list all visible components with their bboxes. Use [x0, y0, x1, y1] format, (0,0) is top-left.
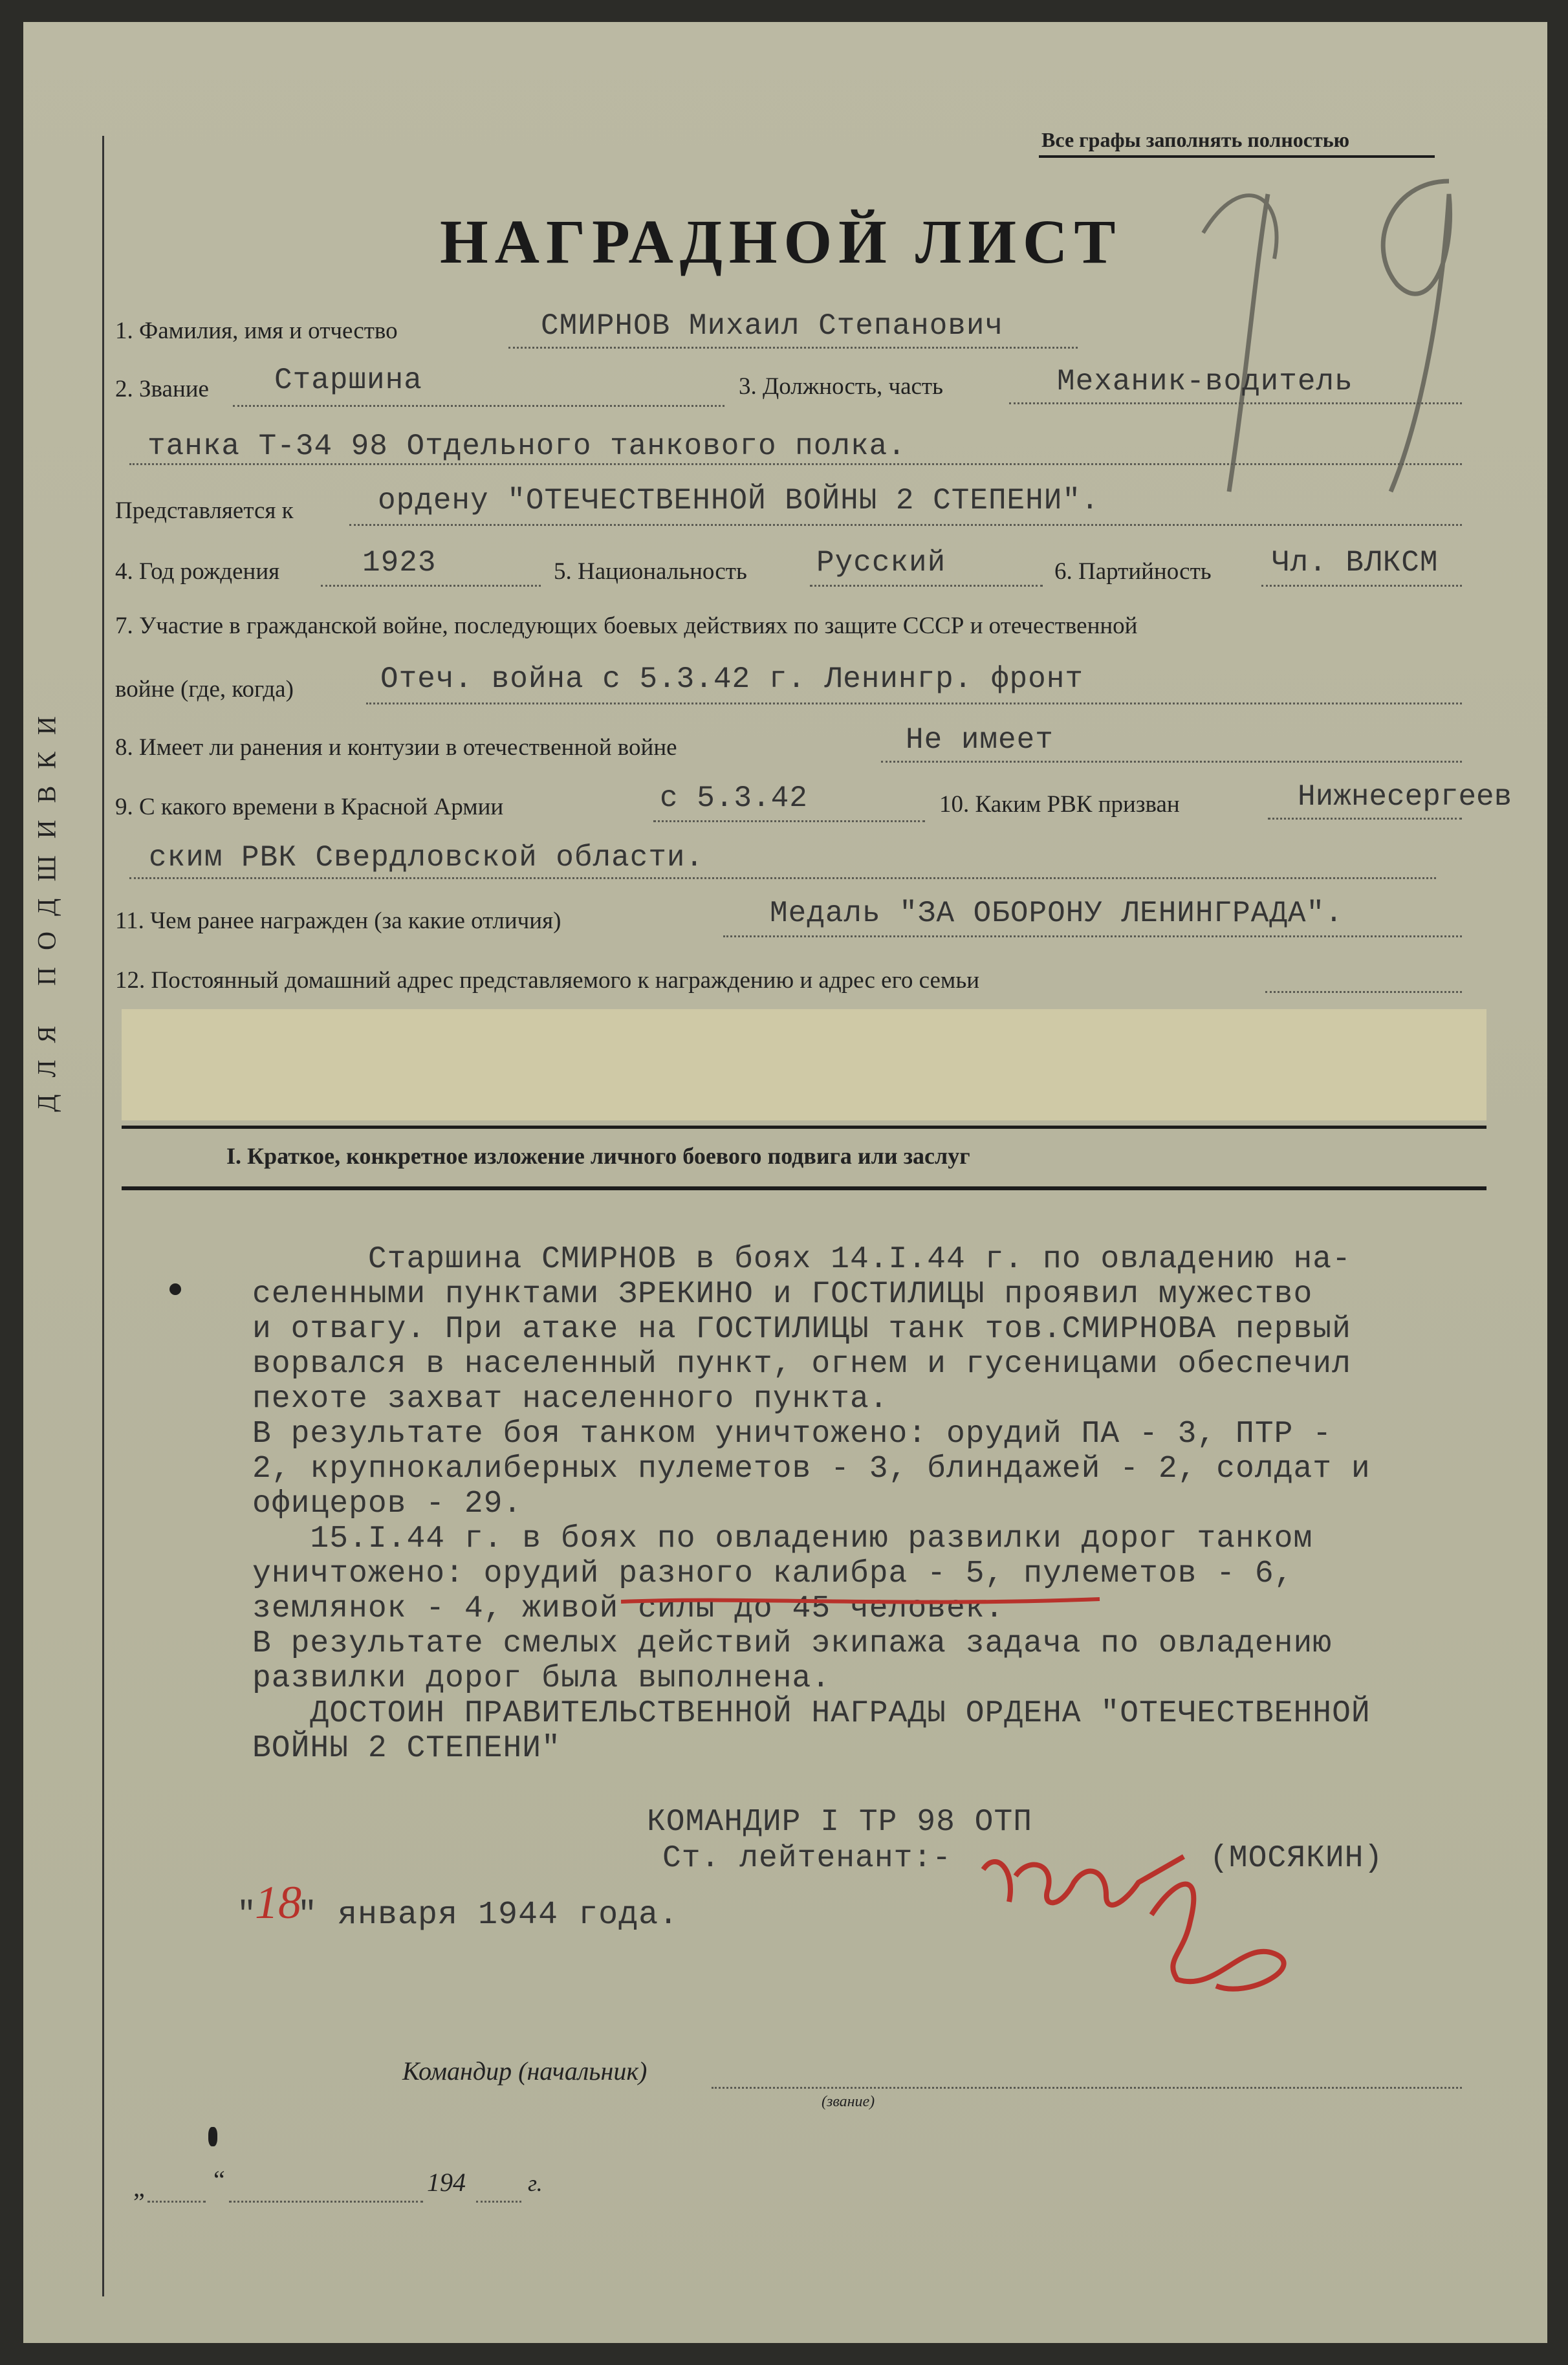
- red-handwritten-signature: [970, 1831, 1333, 2012]
- field-11-value: Медаль "ЗА ОБОРОНУ ЛЕНИНГРАДА".: [770, 897, 1344, 930]
- field-1-value: СМИРНОВ Михаил Степанович: [541, 309, 1004, 343]
- field-8-value: Не имеет: [906, 723, 1054, 757]
- field-11-line: [723, 935, 1462, 937]
- field-5-label: 5. Национальность: [554, 558, 747, 585]
- field-2-value: Старшина: [274, 364, 422, 397]
- page-title: НАГРАДНОЙ ЛИСТ: [440, 207, 1122, 276]
- field-3-value: Механик-водитель: [1057, 365, 1353, 398]
- field-9-line: [653, 820, 925, 822]
- field-4-line: [321, 585, 541, 587]
- footer-month-line: [229, 2201, 423, 2203]
- field-1-line: [508, 347, 1078, 349]
- narrative-line-5: пехоте захват населенного пункта.: [252, 1382, 889, 1417]
- field-3-line: [1009, 402, 1462, 404]
- commander-label: Командир (начальник): [402, 2056, 648, 2086]
- field-3-value-cont: танка Т-34 98 Отдельного танкового полка.: [147, 430, 906, 463]
- field-10-value-cont: ским РВК Свердловской области.: [149, 841, 704, 875]
- field-4-label: 4. Год рождения: [115, 558, 280, 585]
- date-open-quote: ": [237, 1897, 257, 1934]
- signature-name: (МОСЯКИН): [1210, 1841, 1384, 1876]
- section-title: I. Краткое, конкретное изложение личного боевого подвига или заслуг: [226, 1143, 970, 1169]
- redacted-address-block: [122, 1009, 1486, 1120]
- narrative-line-12: В результате смелых действий экипажа задача по овладению: [252, 1626, 1333, 1661]
- narrative-line-15: ВОЙНЫ 2 СТЕПЕНИ": [252, 1731, 561, 1766]
- footer-day-line: [147, 2201, 206, 2203]
- scan-edge-left: [0, 0, 23, 2365]
- commander-line: [712, 2087, 1462, 2089]
- footer-year-line: [476, 2201, 521, 2203]
- footer-date-year: 194: [427, 2168, 466, 2197]
- field-2-label: 2. Звание: [115, 376, 209, 402]
- field-10-line: [1268, 818, 1462, 820]
- punch-hole-mark: [169, 1283, 181, 1295]
- narrative-line-3: и отвагу. При атаке на ГОСТИЛИЦЫ танк тов.СМИРНОВА первый: [252, 1312, 1351, 1347]
- nominated-value: ордену "ОТЕЧЕСТВЕННОЙ ВОЙНЫ 2 СТЕПЕНИ".: [378, 484, 1100, 518]
- scan-edge-bottom: [0, 2343, 1568, 2365]
- field-3-line-cont: [129, 463, 1462, 465]
- field-10-line-cont: [129, 877, 1436, 879]
- rank-caption: (звание): [822, 2093, 875, 2110]
- header-note: Все графы заполнять полностью: [1041, 128, 1350, 151]
- field-10-value: Нижнесергеев: [1298, 780, 1512, 814]
- footer-date-quote: “: [213, 2165, 225, 2194]
- field-5-value: Русский: [816, 546, 946, 580]
- footer-date-prefix: „: [133, 2173, 145, 2202]
- binding-label: ДЛЯ ПОДШИВКИ: [32, 699, 61, 1112]
- field-6-label: 6. Партийность: [1054, 558, 1212, 585]
- narrative-line-10: уничтожено: орудий разного калибра - 5, пулеметов - 6,: [252, 1556, 1294, 1591]
- section-bottom-rule: [122, 1186, 1486, 1190]
- field-9-value: с 5.3.42: [660, 781, 808, 815]
- narrative-line-11: землянок - 4, живой силы до 45 человек.: [252, 1591, 1005, 1626]
- narrative-line-2: селенными пунктами ЗРЕКИНО и ГОСТИЛИЦЫ проявил мужество: [252, 1277, 1313, 1312]
- field-5-line: [810, 585, 1043, 587]
- footer-date-suffix: г.: [528, 2170, 543, 2196]
- narrative-line-7: 2, крупнокалиберных пулеметов - 3, блиндажей - 2, солдат и: [252, 1452, 1371, 1487]
- field-10-label: 10. Каким РВК призван: [939, 791, 1180, 818]
- signature-rank: Ст. лейтенант:-: [662, 1841, 952, 1876]
- field-7-label-line2: войне (где, когда): [115, 676, 294, 703]
- field-2-line: [233, 405, 724, 407]
- field-4-value: 1923: [362, 546, 437, 580]
- red-underline-mark: [621, 1587, 1113, 1613]
- scan-edge-right: [1547, 0, 1568, 2365]
- field-6-line: [1261, 585, 1462, 587]
- narrative-line-6: В результате боя танком уничтожено: орудий ПА - 3, ПТР -: [252, 1417, 1333, 1452]
- narrative-line-13: развилки дорог была выполнена.: [252, 1661, 831, 1696]
- field-8-line: [881, 761, 1462, 763]
- signature-title: КОМАНДИР I ТР 98 ОТП: [647, 1805, 1033, 1840]
- field-11-label: 11. Чем ранее награжден (за какие отличия): [115, 908, 561, 934]
- narrative-line-4: ворвался в населенный пункт, огнем и гусеницами обеспечил: [252, 1347, 1351, 1382]
- date-rest: " января 1944 года.: [298, 1897, 679, 1934]
- field-7-label-line1: 7. Участие в гражданской войне, последующих боевых действиях по защите СССР и отечественной: [115, 613, 1138, 639]
- ink-blot-mark: [208, 2127, 217, 2146]
- nominated-line: [349, 524, 1462, 526]
- section-top-rule: [122, 1126, 1486, 1129]
- field-7-value: Отеч. война с 5.3.42 г. Ленингр. фронт: [380, 662, 1083, 696]
- narrative-line-8: офицеров - 29.: [252, 1487, 523, 1521]
- field-12-label: 12. Постоянный домашний адрес представляемого к награждению и адрес его семьи: [115, 967, 979, 994]
- field-6-value: Чл. ВЛКСМ: [1272, 546, 1439, 580]
- nominated-label: Представляется к: [115, 497, 294, 524]
- narrative-line-14: ДОСТОИН ПРАВИТЕЛЬСТВЕННОЙ НАГРАДЫ ОРДЕНА "ОТЕЧЕСТВЕННОЙ: [252, 1696, 1371, 1731]
- narrative-line-1: Старшина СМИРНОВ в боях 14.I.44 г. по овладению на-: [252, 1242, 1351, 1277]
- field-1-label: 1. Фамилия, имя и отчество: [115, 318, 398, 344]
- field-9-label: 9. С какого времени в Красной Армии: [115, 794, 504, 820]
- binding-margin-line: [102, 136, 104, 2296]
- field-8-label: 8. Имеет ли ранения и контузии в отечественной войне: [115, 734, 677, 761]
- date-day-handwritten: 18: [255, 1877, 301, 1928]
- field-12-line: [1265, 991, 1462, 993]
- field-7-line: [366, 703, 1462, 704]
- field-3-label: 3. Должность, часть: [739, 373, 943, 400]
- narrative-line-9: 15.I.44 г. в боях по овладению развилки дорог танком: [252, 1521, 1313, 1556]
- scan-edge-top: [0, 0, 1568, 22]
